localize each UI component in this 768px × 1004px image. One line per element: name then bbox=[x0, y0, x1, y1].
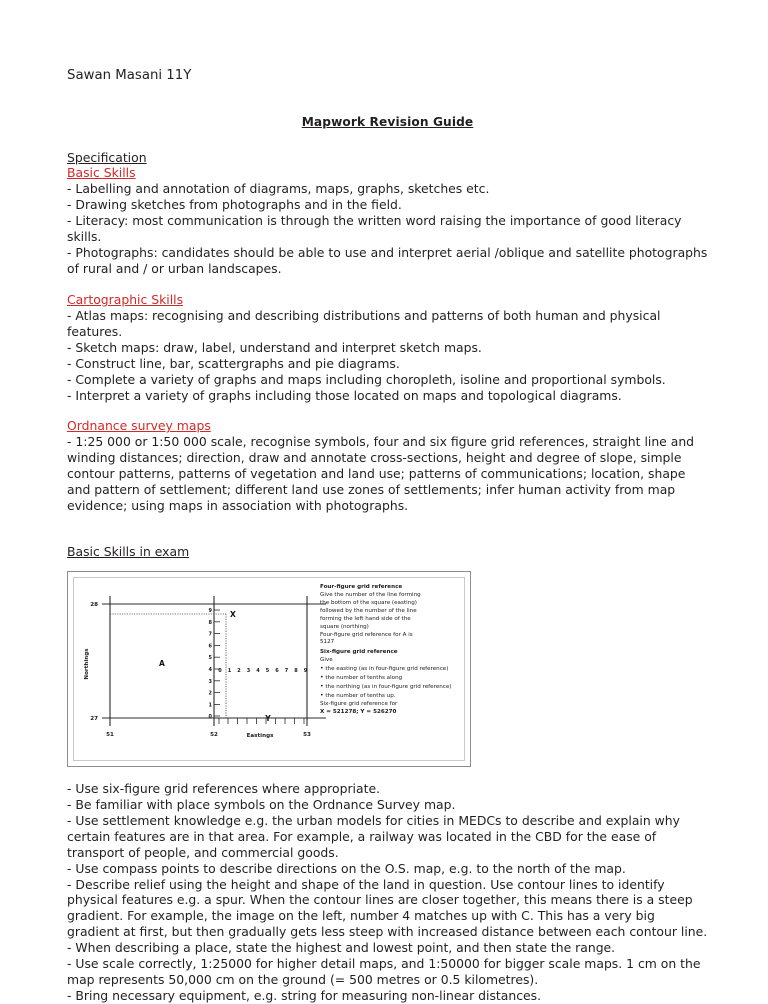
list-item: - Describe relief using the height and shape of the land in question. Use contour lines to identify physical features e.g. a spur. When the contour lines are closer together, this means there is a steep gradient. For example, the image on the left, number 4 matches up with C. This has a very big gradient at first, but then gradually gets less steep with increased distance between each contour line. bbox=[67, 876, 708, 940]
list-exam-points bbox=[67, 781, 708, 1004]
list-item: - Use six-figure grid references where appropriate. bbox=[67, 780, 381, 796]
bullet-dot-icon: • bbox=[320, 692, 324, 700]
caption-line: Give the number of the line forming bbox=[320, 591, 421, 598]
caption-line: Six-figure grid reference for bbox=[320, 701, 398, 708]
svg-text:3: 3 bbox=[208, 678, 212, 685]
bullet-dot-icon: • bbox=[320, 683, 324, 691]
svg-text:Y: Y bbox=[265, 713, 271, 723]
svg-text:A: A bbox=[159, 658, 165, 668]
caption-bullet-text: the northing (as in four-figure grid reference) bbox=[325, 684, 452, 691]
list-item: - Interpret a variety of graphs including those located on maps and topological diagrams. bbox=[67, 387, 622, 403]
list-item: - When describing a place, state the highest and lowest point, and then state the range. bbox=[67, 940, 616, 956]
caption-grid-ref-values: X = 521278; Y = 526270 bbox=[320, 708, 397, 715]
svg-text:0: 0 bbox=[218, 667, 222, 674]
svg-text:52: 52 bbox=[210, 731, 218, 738]
list-item: - Drawing sketches from photographs and in the field. bbox=[67, 197, 402, 213]
list-item: - Use compass points to describe directions on the O.S. map, e.g. to the north of the map. bbox=[67, 860, 626, 876]
svg-text:8: 8 bbox=[294, 667, 298, 674]
figure-caption bbox=[320, 584, 468, 717]
heading-ordnance-survey-maps: Ordnance survey maps bbox=[67, 418, 211, 434]
svg-text:0: 0 bbox=[208, 713, 212, 720]
caption-line: 5127 bbox=[320, 639, 335, 646]
caption-line: followed by the number of the line bbox=[320, 607, 417, 614]
svg-text:5: 5 bbox=[265, 667, 270, 674]
svg-text:27: 27 bbox=[90, 715, 98, 722]
caption-four-figure-title: Four-figure grid reference bbox=[320, 583, 403, 590]
caption-bullet bbox=[320, 692, 468, 701]
figure-inner-frame bbox=[73, 577, 465, 761]
svg-text:9: 9 bbox=[208, 607, 212, 614]
caption-line: Four-figure grid reference for A is bbox=[320, 631, 413, 638]
caption-bullet-text: the number of tenths up. bbox=[325, 693, 396, 700]
bullet-dot-icon: • bbox=[320, 665, 324, 673]
svg-text:1: 1 bbox=[208, 702, 212, 709]
list-item: - Literacy: most communication is through the written word raising the importance of good literacy skills. bbox=[67, 213, 682, 245]
paragraph-ordnance-survey: - 1:25 000 or 1:50 000 scale, recognise symbols, four and six figure grid references, straight line and winding distances; direction, draw and annotate cross-sections, height and degree of slope, simple contour patterns, patterns of vegetation and land use; patterns of communications; location, shape and pattern of settlement; different land use zones of settlements; infer human activity from map evidence; using maps in association with photographs. bbox=[67, 434, 695, 514]
list-item: - Photographs: candidates should be able to use and interpret aerial /oblique and satellite photographs of rural and / or urban landscapes. bbox=[67, 245, 708, 277]
heading-basic-skills: Basic Skills bbox=[67, 165, 136, 181]
heading-basic-skills-in-exam: Basic Skills in exam bbox=[67, 544, 190, 560]
svg-text:4: 4 bbox=[208, 666, 212, 673]
svg-text:Eastings: Eastings bbox=[246, 732, 274, 739]
caption-bullet bbox=[320, 683, 468, 692]
caption-bullet bbox=[320, 665, 468, 674]
svg-text:6: 6 bbox=[208, 643, 212, 650]
heading-cartographic-skills: Cartographic Skills bbox=[67, 291, 184, 307]
list-item: - Bring necessary equipment, e.g. string for measuring non-linear distances. bbox=[67, 988, 542, 1004]
grid-reference-figure bbox=[67, 571, 471, 767]
svg-text:53: 53 bbox=[303, 731, 311, 738]
svg-text:4: 4 bbox=[256, 667, 260, 674]
svg-text:8: 8 bbox=[208, 619, 212, 626]
svg-text:7: 7 bbox=[284, 667, 289, 674]
svg-text:5: 5 bbox=[208, 655, 212, 662]
svg-text:9: 9 bbox=[303, 667, 308, 674]
svg-text:2: 2 bbox=[237, 667, 241, 674]
svg-text:28: 28 bbox=[90, 601, 98, 608]
list-item: - Use scale correctly, 1:25000 for higher detail maps, and 1:50000 for bigger scale maps. 1 cm on the map represents 50,000 cm on the ground (= 500 metres or 0.5 kilometres). bbox=[67, 956, 701, 988]
author-byline: Sawan Masani 11Y bbox=[67, 68, 192, 83]
list-cartographic-skills bbox=[67, 308, 708, 404]
list-item: - Atlas maps: recognising and describing distributions and patterns of both human and physical features. bbox=[67, 307, 661, 339]
svg-text:1: 1 bbox=[227, 667, 232, 674]
svg-text:Northings: Northings bbox=[84, 648, 90, 680]
svg-text:X: X bbox=[230, 609, 236, 619]
svg-text:6: 6 bbox=[275, 667, 279, 674]
svg-text:51: 51 bbox=[106, 731, 114, 738]
svg-text:7: 7 bbox=[208, 631, 212, 638]
svg-text:3: 3 bbox=[246, 667, 251, 674]
page-title: Mapwork Revision Guide bbox=[301, 114, 474, 129]
caption-bullet bbox=[320, 674, 468, 683]
caption-bullet-text: the easting (as in four-figure grid reference) bbox=[325, 666, 449, 673]
list-item: - Construct line, bar, scattergraphs and pie diagrams. bbox=[67, 355, 400, 371]
list-item: - Sketch maps: draw, label, understand and interpret sketch maps. bbox=[67, 339, 482, 355]
list-item: - Be familiar with place symbols on the Ordnance Survey map. bbox=[67, 796, 456, 812]
caption-bullet-text: the number of tenths along bbox=[325, 675, 403, 682]
list-item: - Use settlement knowledge e.g. the urban models for cities in MEDCs to describe and explain why certain features are in that area. For example, a railway was located in the CBD for the ease of transport of people, and commercial goods. bbox=[67, 812, 680, 860]
caption-line: the bottom of the square (easting) bbox=[320, 599, 417, 606]
heading-specification: Specification bbox=[67, 149, 147, 165]
caption-line: square (northing) bbox=[320, 623, 369, 630]
caption-six-figure-title: Six-figure grid reference bbox=[320, 649, 398, 656]
bullet-dot-icon: • bbox=[320, 674, 324, 682]
list-basic-skills bbox=[67, 181, 708, 277]
list-item: - Labelling and annotation of diagrams, maps, graphs, sketches etc. bbox=[67, 181, 490, 197]
list-item: - Complete a variety of graphs and maps including choropleth, isoline and proportional symbols. bbox=[67, 371, 666, 387]
caption-line: Give bbox=[320, 657, 333, 664]
svg-text:2: 2 bbox=[208, 690, 212, 697]
caption-line: forming the left hand side of the bbox=[320, 615, 411, 622]
